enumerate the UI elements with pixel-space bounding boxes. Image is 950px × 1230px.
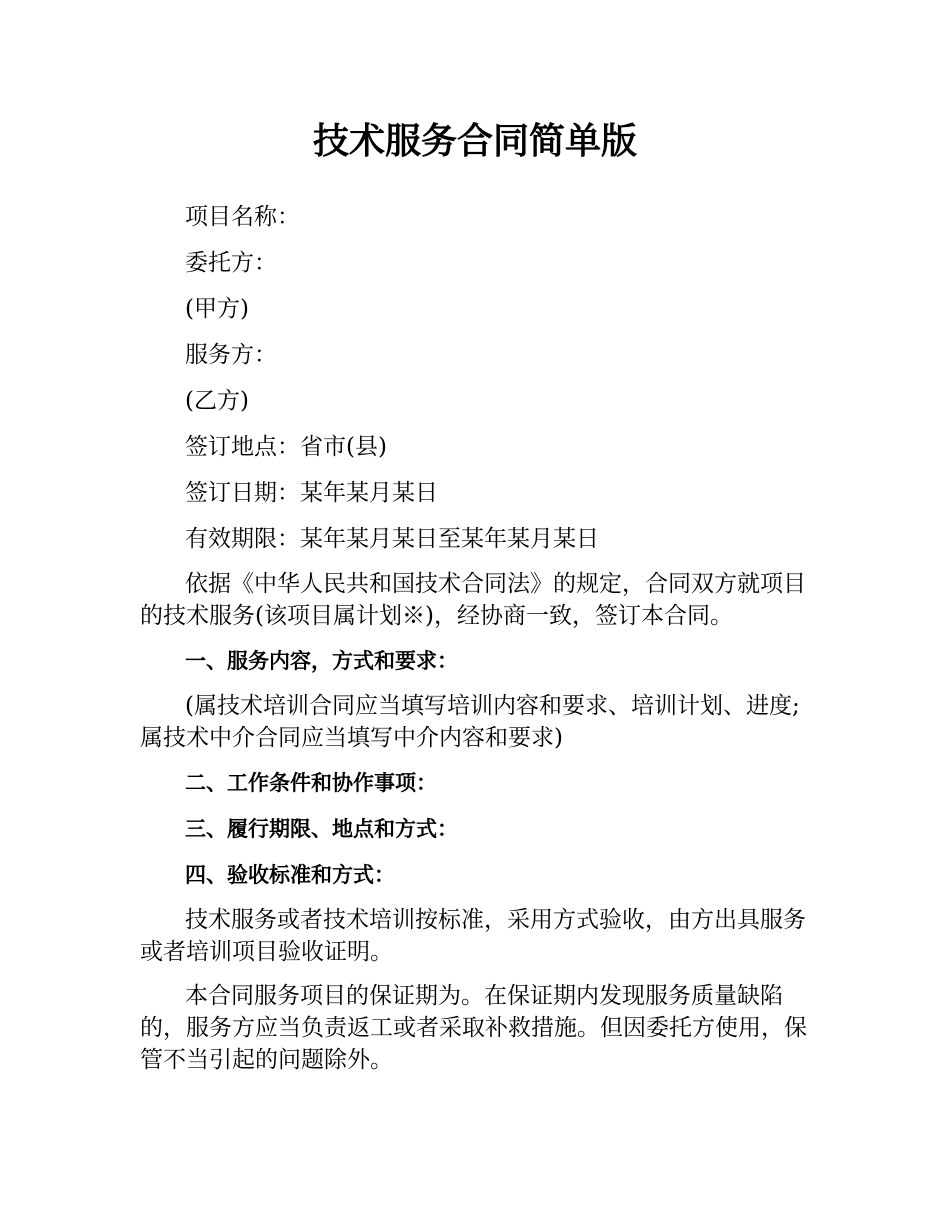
section-1-heading: 一、服务内容，方式和要求：	[185, 649, 458, 673]
field-project-name: 项目名称：	[185, 204, 300, 230]
section-2-heading: 二、工作条件和协作事项：	[185, 771, 437, 795]
section-4-heading: 四、验收标准和方式：	[185, 863, 395, 887]
section-1-text: (属技术培训合同应当填写培训内容和要求、培训计划、进度;属技术中介合同应当填写中介内容和要求)	[140, 693, 800, 751]
field-client: 委托方：	[185, 250, 277, 276]
field-service-provider: 服务方：	[185, 342, 277, 368]
intro-paragraph: 依据《中华人民共和国技术合同法》的规定，合同双方就项目的技术服务(该项目属计划※)，经协商一致，签订本合同。	[140, 571, 806, 629]
section-4-text-acceptance: 技术服务或者技术培训按标准，采用方式验收，由方出具服务或者培训项目验收证明。	[140, 907, 806, 965]
field-signing-date: 签订日期：某年某月某日	[185, 480, 438, 506]
field-party-a: (甲方)	[185, 296, 249, 322]
section-3-heading: 三、履行期限、地点和方式：	[185, 817, 458, 841]
section-4-text-warranty: 本合同服务项目的保证期为。在保证期内发现服务质量缺陷的，服务方应当负责返工或者采取补救措施。但因委托方使用，保管不当引起的问题除外。	[140, 983, 807, 1073]
field-validity-period: 有效期限：某年某月某日至某年某月某日	[185, 526, 599, 552]
field-signing-place: 签订地点：省市(县)	[185, 434, 387, 460]
field-party-b: (乙方)	[185, 388, 249, 414]
document-title: 技术服务合同简单版	[312, 121, 637, 162]
document-body	[140, 200, 820, 1088]
